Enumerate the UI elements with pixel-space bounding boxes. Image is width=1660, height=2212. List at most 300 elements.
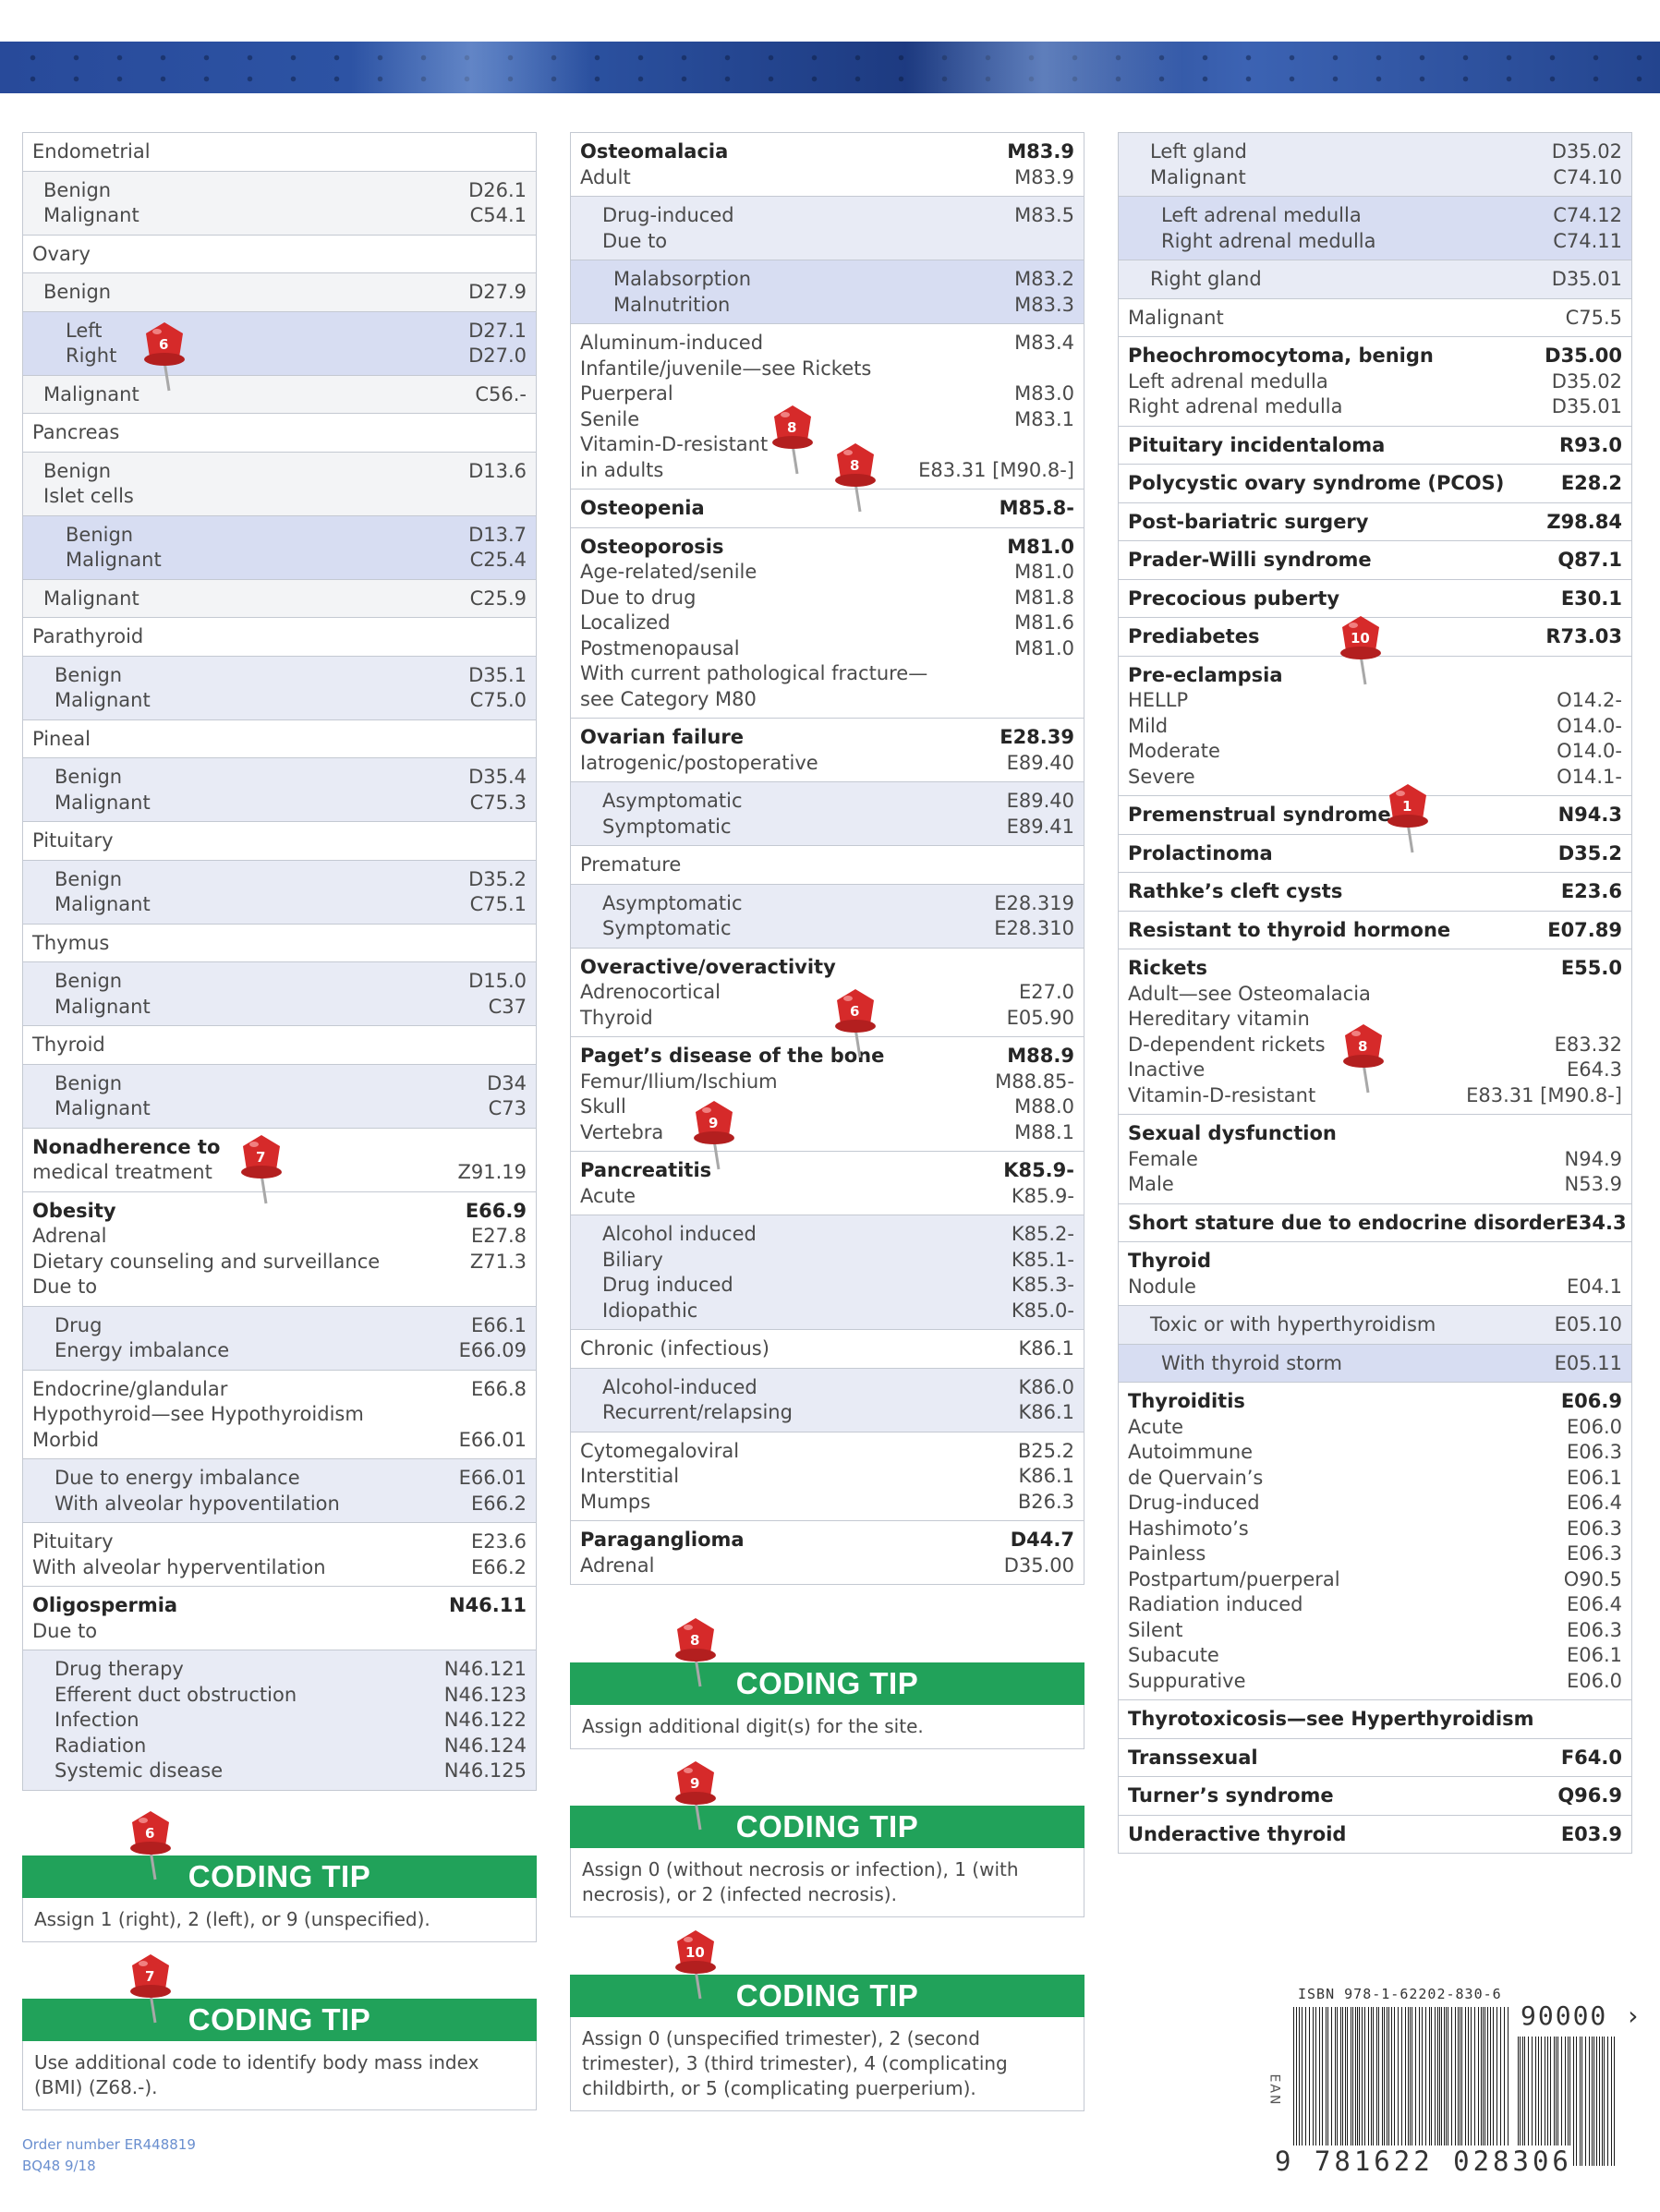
icd-code: E83.32 [1554,1033,1622,1056]
barcode-bar [1337,2007,1338,2164]
icd-code: D13.7 [468,523,527,546]
index-line [55,1338,527,1364]
icd-code: O14.2- [1557,689,1622,711]
barcode-bar [1431,2007,1432,2164]
icd-code: D35.00 [1003,1553,1074,1577]
index-term: Turner’s syndrome [1128,1784,1334,1807]
icd-code: M88.0 [1014,1095,1074,1118]
index-term: Senile [580,407,640,430]
pin-number: 9 [709,1115,719,1131]
index-term: Prader-Willi syndrome [1128,549,1372,571]
index-term: Postmenopausal [580,636,740,659]
index-entry [571,260,1084,324]
price-code [1521,2000,1642,2031]
pin-number: 10 [685,1944,705,1961]
index-term: Obesity [32,1199,116,1222]
index-term: Severe [1128,765,1195,788]
index-line [55,969,527,995]
index-line [1128,394,1622,420]
index-line [32,1250,527,1275]
barcode-bar [1468,2007,1469,2164]
index-term: Interstitial [580,1465,680,1487]
icd-code: C74.12 [1553,204,1622,226]
index-line [1161,203,1622,229]
index-entry [1119,133,1631,197]
coding-tip-text: Assign additional digit(s) for the site. [570,1705,1084,1749]
icd-code: C75.1 [469,893,527,915]
index-term: Prediabetes [1128,625,1260,647]
index-entry [23,1523,536,1587]
index-line [602,1222,1074,1248]
index-line [1128,1415,1622,1441]
icd-code: Z98.84 [1546,510,1622,533]
index-entry [1119,1115,1631,1204]
index-line [32,1275,527,1300]
icd-code: M83.5 [1014,204,1074,226]
index-line [580,331,1074,357]
icd-code: D13.6 [468,459,527,482]
index-line [580,407,1074,433]
index-term: Due to [32,1619,98,1642]
barcode-bar [1504,2007,1505,2164]
index-entry [23,1587,536,1650]
index-line [1128,548,1622,574]
index-line [1128,918,1622,944]
index-term: Benign [55,1071,123,1094]
icd-code: D27.0 [468,344,527,367]
icd-code: E27.8 [470,1225,527,1247]
barcode-bar [1455,2007,1456,2164]
index-entry [1119,1739,1631,1778]
index-line [1128,1567,1622,1593]
index-entry [1119,299,1631,338]
index-line [602,229,1074,255]
index-entry [23,657,536,720]
index-term: Underactive thyroid [1128,1822,1347,1845]
index-line [580,535,1074,561]
push-pin-icon [670,1927,721,2000]
index-entry [571,1152,1084,1215]
pin-number: 1 [1402,798,1412,815]
pin-number: 7 [145,1968,155,1985]
index-line [580,458,1074,484]
index-term: Male [1128,1173,1174,1195]
barcode-bar [1299,2007,1300,2164]
index-term: Toxic or with hyperthyroidism [1150,1313,1436,1336]
icd-code: Z71.3 [469,1250,527,1273]
icd-code: K85.2- [1011,1223,1074,1245]
barcode-bar [1371,2007,1372,2164]
icd-code: D26.1 [468,178,527,201]
index-term: in adults [580,458,664,481]
icd-code: Q87.1 [1557,549,1622,571]
icd-code: E83.31 [M90.8-] [918,458,1074,481]
index-term: Paraganglioma [580,1529,745,1551]
icd-code: M83.2 [1014,268,1074,290]
index-term: see Category M80 [580,687,757,710]
barcode-bar [1326,2007,1327,2164]
barcode-bar [1496,2007,1497,2164]
barcode-bar [1398,2007,1399,2164]
index-line [580,610,1074,636]
icd-code: C25.9 [469,586,527,610]
index-line [580,1490,1074,1516]
barcode-bar [1439,2007,1440,2164]
index-line [55,765,527,791]
index-line [602,891,1074,917]
barcode-bar [1444,2007,1445,2164]
index-line [580,357,1074,382]
index-line [602,1273,1074,1299]
index-entry [1119,1816,1631,1855]
coding-tip-callout [570,1662,1084,1749]
index-term: Polycystic ovary syndrome (PCOS) [1128,472,1505,494]
barcode-bar [1335,2007,1336,2164]
index-line [1128,1643,1622,1669]
index-entry [1119,835,1631,874]
index-line [1150,165,1622,191]
index-term: Benign [66,523,134,546]
push-pin-icon [670,1614,721,1688]
banner-dot-pattern [0,42,1660,93]
index-term: Pheochromocytoma, benign [1128,344,1434,367]
barcode-bar [1319,2007,1320,2164]
icd-code: E06.9 [1560,1390,1622,1412]
index-term: Osteoporosis [580,535,724,558]
index-term: Vitamin-D-resistant [580,433,769,455]
index-term: Hereditary vitamin [1128,1008,1310,1030]
index-line [1128,1517,1622,1542]
index-term: Skull [580,1095,626,1118]
icd-code: E05.11 [1554,1351,1622,1374]
icd-code: D27.1 [468,319,527,342]
index-term: Due to [602,229,668,252]
index-line [55,1708,527,1734]
index-entry [23,925,536,963]
index-term: Femur/Ilium/Ischium [580,1070,778,1093]
icd-code: Q96.9 [1557,1784,1622,1807]
index-entry [23,822,536,861]
icd-code: E66.09 [458,1339,527,1361]
barcode-bar [1342,2007,1343,2164]
index-line [1128,1172,1622,1198]
barcode-bar [1419,2007,1420,2164]
icd-code: D35.01 [1551,268,1622,290]
barcode-bar [1435,2007,1436,2164]
index-term: Hypothyroid—see Hypothyroidism [32,1403,364,1425]
index-term: Symptomatic [602,917,732,939]
index-line [55,1734,527,1759]
index-entry [571,133,1084,197]
icd-code: E23.6 [1560,880,1622,902]
icd-code: E89.41 [1006,815,1074,838]
barcode-image [1293,2007,1515,2164]
coding-tip-text: Use additional code to identify body mass index (BMI) (Z68.-). [22,2041,537,2110]
index-line [580,1044,1074,1070]
index-line [602,815,1074,840]
barcode-bar [1481,2007,1482,2164]
index-term: Recurrent/relapsing [602,1401,793,1423]
icd-code: K86.0 [1018,1375,1074,1398]
index-line [1128,1211,1627,1237]
index-line [1128,688,1622,714]
index-box [1118,132,1632,1854]
index-line [1128,1541,1622,1567]
index-entry [1119,260,1631,299]
index-term: Energy imbalance [55,1339,230,1361]
index-line [580,1006,1074,1032]
barcode-bar [1593,2037,1594,2166]
index-term: Prolactinoma [1128,841,1273,864]
index-line [580,560,1074,586]
icd-code: N46.125 [443,1759,527,1782]
icd-code: D35.00 [1545,344,1622,367]
index-term: Malignant [55,1097,151,1119]
icd-code: C74.11 [1553,229,1622,252]
icd-code: B26.3 [1017,1490,1074,1513]
barcode-bar [1576,2037,1577,2166]
coding-tip-callout [22,1999,537,2110]
icd-code: O14.0- [1557,740,1622,762]
icd-code: E89.40 [1006,790,1074,812]
index-term: Autoimmune [1128,1441,1254,1463]
index-line [32,139,527,165]
barcode-bar [1483,2007,1484,2164]
index-line [602,1299,1074,1324]
chevron-right-icon: › [1625,2000,1643,2031]
index-term: Mumps [580,1490,651,1513]
icd-code: E55.0 [1560,957,1622,979]
index-line [580,496,1074,522]
barcode-bar [1602,2037,1603,2166]
index-line [1128,982,1622,1008]
index-entry [571,885,1084,949]
index-entry [23,453,536,516]
index-term: Transsexual [1128,1746,1258,1769]
ean-label: EAN [1266,2073,1282,2107]
index-term: Hashimoto’s [1128,1517,1249,1540]
pin-number: 8 [850,457,860,474]
index-term: Nodule [1128,1275,1196,1298]
index-term: Thyroiditis [1128,1390,1245,1412]
index-line [580,725,1074,751]
icd-code: M83.3 [1014,293,1074,316]
index-term: Malignant [1128,306,1224,329]
barcode-bar [1484,2007,1485,2164]
barcode-bar [1446,2007,1447,2164]
index-term: Benign [55,970,123,992]
index-line [580,1528,1074,1553]
index-term: Symptomatic [602,815,732,838]
index-term: Adrenal [580,1553,655,1577]
index-line [55,1657,527,1683]
index-line [32,1529,527,1555]
barcode-bar [1305,2007,1306,2164]
index-term: medical treatment [32,1161,212,1183]
barcode-bar [1364,2007,1365,2164]
index-entry [571,1369,1084,1432]
index-term: Morbid [32,1428,100,1451]
index-line [580,586,1074,611]
index-term: Resistant to thyroid hormone [1128,918,1451,941]
index-entry [23,414,536,453]
icd-code: D44.7 [1010,1529,1074,1551]
barcode-bar [1581,2037,1582,2166]
index-line [55,663,527,689]
barcode-bar [1347,2007,1348,2164]
barcode-bar [1508,2007,1509,2164]
icd-code: C54.1 [469,204,527,226]
icd-code: R73.03 [1545,625,1622,647]
index-line [1128,1822,1622,1848]
icd-code: M83.0 [1014,382,1074,405]
index-term: Premenstrual syndrome [1128,804,1391,826]
coding-tip-callout [22,1855,537,1942]
index-entry [23,1459,536,1523]
index-term: Benign [55,867,123,890]
index-term: Silent [1128,1618,1183,1641]
index-entry [23,273,536,312]
index-term: With alveolar hypoventilation [55,1492,340,1515]
index-entry [1119,1204,1631,1243]
icd-code: E06.1 [1566,1466,1622,1489]
icd-code: E64.3 [1566,1058,1622,1081]
index-term: Precocious puberty [1128,586,1340,610]
index-line [43,382,527,408]
index-line [602,1248,1074,1274]
icd-code: C75.3 [469,791,527,814]
index-term: Drug [55,1313,103,1336]
icd-code: C75.5 [1565,306,1622,329]
index-line [32,727,527,753]
icd-code: E06.4 [1566,1492,1622,1514]
index-line [43,459,527,485]
index-entry [571,1521,1084,1585]
index-line [613,267,1074,293]
index-line [55,867,527,893]
pin-number: 6 [850,1003,860,1020]
coding-tip-heading: CODING TIP [570,1662,1084,1705]
index-line [55,1071,527,1097]
barcode-bar [1331,2007,1332,2164]
index-term: Biliary [602,1248,663,1271]
index-line [55,1096,527,1122]
barcode-bar [1355,2007,1356,2164]
barcode-bar [1490,2007,1491,2164]
index-term: Nonadherence to [32,1135,221,1158]
index-line [580,852,1074,878]
index-line [1128,1147,1622,1173]
icd-code: N46.122 [443,1709,527,1731]
index-line [580,1336,1074,1362]
push-pin-icon [236,1131,287,1205]
index-entry [571,324,1084,490]
index-line [43,203,527,229]
push-pin-icon [125,1951,176,2025]
index-entry [23,516,536,580]
index-term: Vertebra [580,1120,664,1143]
icd-code: N94.3 [1557,804,1622,826]
icd-code: E28.39 [1000,726,1074,748]
index-line [1128,1783,1622,1809]
index-term: Chronic (infectious) [580,1337,769,1360]
icd-code: E34.3 [1565,1211,1627,1234]
barcode-bar [1302,2007,1303,2164]
index-term: Cytomegaloviral [580,1439,740,1462]
coding-tip-heading: CODING TIP [22,1855,537,1898]
index-line [1128,471,1622,497]
index-line [32,1619,527,1645]
icd-code: E06.0 [1566,1415,1622,1438]
icd-code: M83.1 [1014,407,1074,430]
icd-code: D35.1 [468,663,527,686]
index-term: Malignant [1150,165,1246,188]
index-term: Localized [580,611,671,634]
icd-code: C25.4 [469,549,527,571]
icd-code: E66.8 [470,1377,527,1400]
index-line [580,1070,1074,1095]
index-entry [1119,541,1631,580]
index-line [55,1313,527,1339]
barcode-bar [1592,2037,1593,2166]
index-line [1128,714,1622,740]
barcode-bar [1384,2007,1385,2164]
index-entry [1119,1383,1631,1700]
icd-code: C56.- [475,382,527,405]
index-line [66,344,527,369]
barcode-bar [1382,2007,1383,2164]
icd-code: K85.9- [1003,1159,1074,1181]
index-term: Malignant [55,995,151,1018]
index-term: Age-related/senile [580,561,757,583]
icd-code: E66.9 [465,1199,527,1222]
pin-number: 6 [159,336,169,353]
index-column-left [22,132,537,1791]
index-line [43,280,527,306]
barcode-bar [1474,2007,1475,2164]
coding-tip-heading: CODING TIP [22,1999,537,2041]
index-term: Right adrenal medulla [1161,229,1376,252]
index-entry [23,312,536,376]
index-term: Ovary [32,242,91,265]
push-pin-icon [688,1097,740,1171]
icd-code: D15.0 [468,970,527,992]
barcode-bar [1429,2007,1430,2164]
index-term: Left adrenal medulla [1128,369,1328,393]
icd-code: E66.01 [458,1467,527,1489]
index-line [32,1033,527,1058]
index-entry [571,949,1084,1038]
index-line [580,980,1074,1006]
index-line [580,381,1074,407]
index-entry [23,376,536,415]
index-term: Left [66,319,103,342]
barcode-bar [1327,2007,1328,2164]
icd-code: K85.0- [1011,1299,1074,1322]
index-line [1128,1707,1622,1733]
barcode-bar [1451,2007,1452,2164]
index-line [1161,1351,1622,1377]
barcode-bar [1500,2007,1501,2164]
icd-code: M81.8 [1014,586,1074,609]
barcode-bar [1493,2007,1494,2164]
icd-code: D35.2 [468,867,527,890]
index-term: Benign [55,663,123,686]
index-term: Pituitary [32,829,114,852]
index-term: Malignant [55,893,151,915]
barcode-bar [1408,2007,1409,2164]
index-entry [571,719,1084,782]
